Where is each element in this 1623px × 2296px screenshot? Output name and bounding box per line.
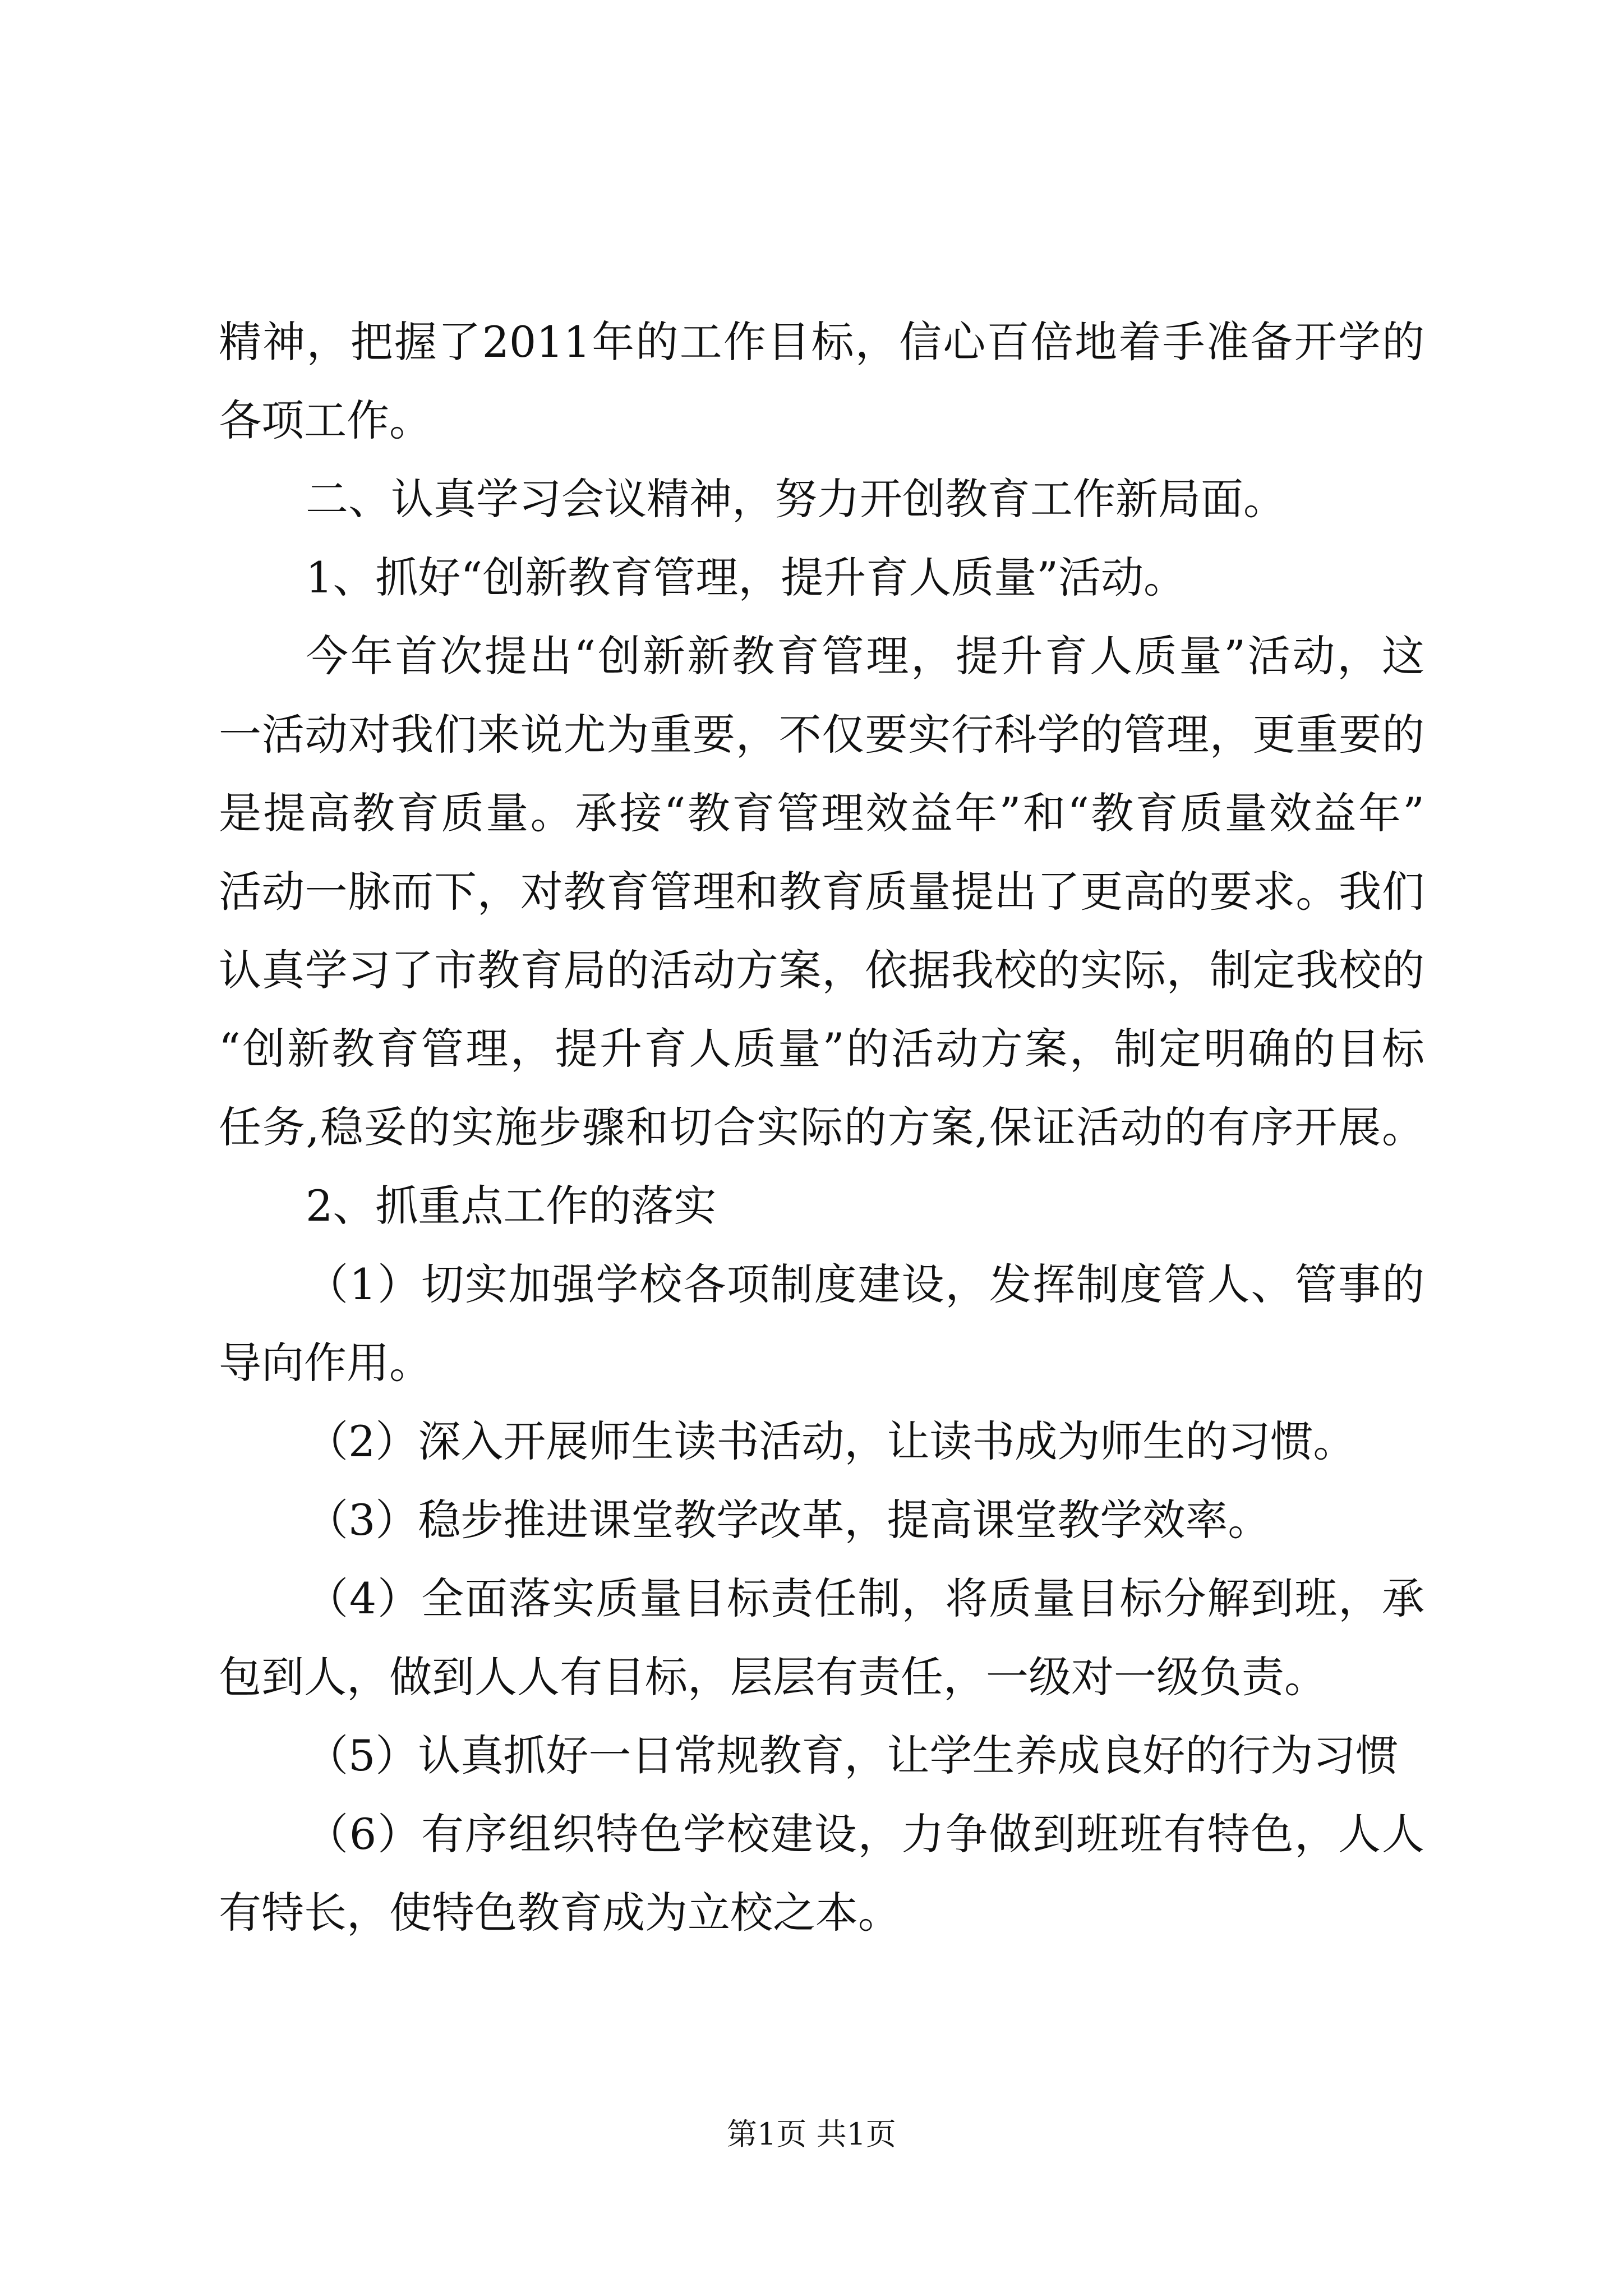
- list-item: （5）认真抓好一日常规教育，让学生养成良好的行为习惯: [306, 1731, 1399, 1780]
- text-line: 导向作用。: [219, 1338, 432, 1388]
- text-line: 是提高教育质量。承接“教育管理效益年”和“教育质量效益年”: [219, 788, 1424, 838]
- list-item: （2）深入开展师生读书活动，让读书成为师生的习惯。: [306, 1416, 1356, 1466]
- text-line: 包到人，做到人人有目标，层层有责任，一级对一级负责。: [219, 1652, 1327, 1702]
- text-line: 活动一脉而下，对教育管理和教育质量提出了更高的要求。我们: [219, 867, 1424, 917]
- subsection-heading: 2、抓重点工作的落实: [306, 1181, 717, 1231]
- text-line: 有特长，使特色教育成为立校之本。: [219, 1888, 901, 1938]
- text-line: 今年首次提出“创新新教育管理，提升育人质量”活动，这: [306, 631, 1424, 681]
- text-line: 一活动对我们来说尤为重要，不仅要实行科学的管理，更重要的: [219, 710, 1424, 760]
- section-heading: 二、认真学习会议精神，努力开创教育工作新局面。: [306, 474, 1286, 524]
- text-line: 精神，把握了2011年的工作目标，信心百倍地着手准备开学的: [219, 317, 1424, 367]
- list-item: （1）切实加强学校各项制度建设，发挥制度管人、管事的: [306, 1259, 1424, 1309]
- subsection-heading: 1、抓好“创新教育管理，提升育人质量”活动。: [306, 553, 1187, 602]
- page-footer: 第1页 共1页: [727, 2116, 896, 2152]
- list-item: （3）稳步推进课堂教学改革，提高课堂教学效率。: [306, 1495, 1271, 1545]
- text-line: 认真学习了市教育局的活动方案，依据我校的实际，制定我校的: [219, 945, 1424, 995]
- list-item: （4）全面落实质量目标责任制，将质量目标分解到班，承: [306, 1573, 1424, 1623]
- text-line: 各项工作。: [219, 395, 432, 445]
- list-item: （6）有序组织特色学校建设，力争做到班班有特色，人人: [306, 1809, 1424, 1859]
- text-line: “创新教育管理，提升育人质量”的活动方案，制定明确的目标: [219, 1024, 1424, 1074]
- text-line: 任务,稳妥的实施步骤和切合实际的方案,保证活动的有序开展。: [219, 1102, 1424, 1152]
